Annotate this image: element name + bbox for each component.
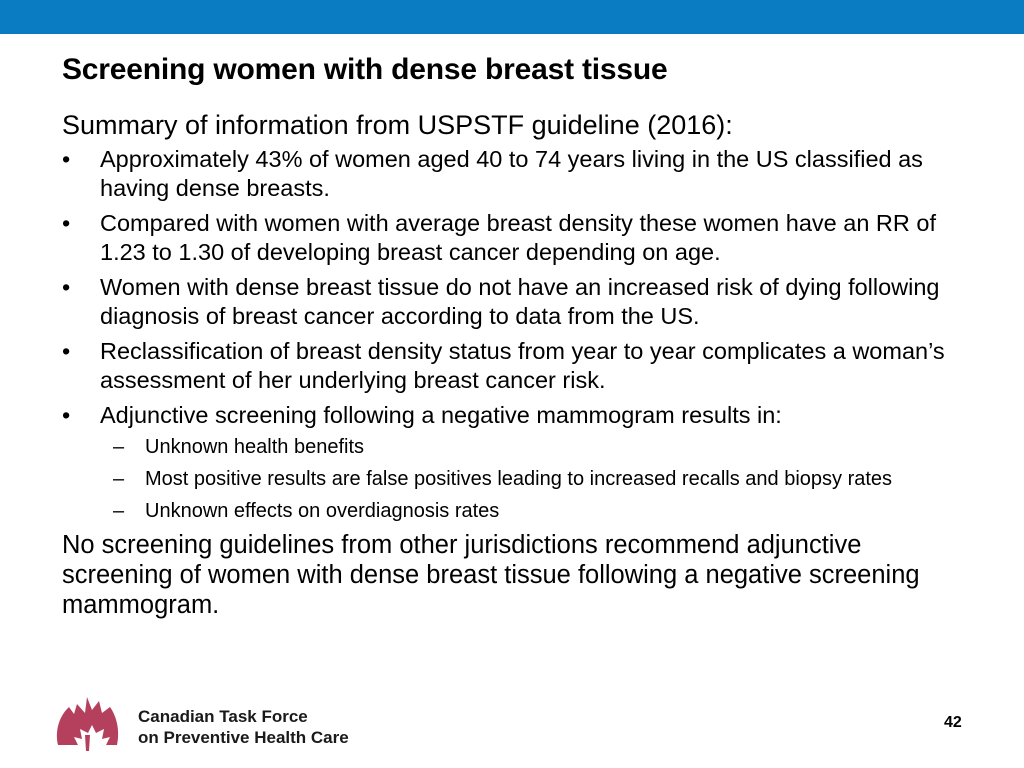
bullet-text: Compared with women with average breast density these women have an RR of 1.23 to 1.30 of developing breast cancer depending on age. bbox=[100, 210, 936, 265]
maple-leaf-logo-icon bbox=[52, 695, 122, 751]
bullet-marker: • bbox=[62, 274, 71, 300]
slide-title: Screening women with dense breast tissue bbox=[62, 53, 668, 86]
bullet-item bbox=[62, 145, 982, 203]
bullet-text: Approximately 43% of women aged 40 to 74 years living in the US classified as having dense breasts. bbox=[100, 146, 923, 201]
dash-marker: – bbox=[113, 468, 125, 490]
bullet-item bbox=[62, 401, 982, 524]
bullet-list bbox=[62, 145, 982, 524]
conclusion-text: No screening guidelines from other jurisdictions recommend adjunctive screening of women with dense breast tissue following a negative screening mammogram. bbox=[62, 531, 920, 619]
bullet-item bbox=[62, 273, 982, 331]
top-bar bbox=[0, 0, 1024, 34]
bullet-marker: • bbox=[62, 338, 71, 364]
bullet-text: Adjunctive screening following a negative mammogram results in: bbox=[100, 402, 782, 428]
page-number: 42 bbox=[944, 714, 962, 731]
sub-bullet-item bbox=[62, 466, 982, 492]
sub-bullet-text: Unknown health benefits bbox=[145, 436, 365, 458]
sub-bullet-text: Most positive results are false positives leading to increased recalls and biopsy rates bbox=[145, 468, 893, 490]
org-line-1: Canadian Task Force bbox=[138, 707, 308, 726]
bullet-text: Reclassification of breast density status from year to year complicates a woman’s assessment of her underlying breast cancer risk. bbox=[100, 338, 945, 393]
dash-marker: – bbox=[113, 436, 125, 458]
bullet-marker: • bbox=[62, 146, 71, 172]
sub-bullet-item bbox=[62, 434, 982, 460]
bullet-item bbox=[62, 209, 982, 267]
slide-content bbox=[62, 105, 982, 620]
bullet-marker: • bbox=[62, 210, 71, 236]
organization-name bbox=[138, 706, 349, 748]
sub-bullet-text: Unknown effects on overdiagnosis rates bbox=[145, 500, 500, 522]
org-line-2: on Preventive Health Care bbox=[138, 728, 349, 747]
bullet-marker: • bbox=[62, 402, 71, 428]
dash-marker: – bbox=[113, 500, 125, 522]
bullet-item bbox=[62, 337, 982, 395]
intro-text: Summary of information from USPSTF guideline (2016): bbox=[62, 110, 733, 140]
sub-bullet-item bbox=[62, 498, 982, 524]
bullet-text: Women with dense breast tissue do not have an increased risk of dying following diagnosis of breast cancer according to data from the US. bbox=[100, 274, 940, 329]
sub-bullet-list bbox=[100, 434, 982, 524]
